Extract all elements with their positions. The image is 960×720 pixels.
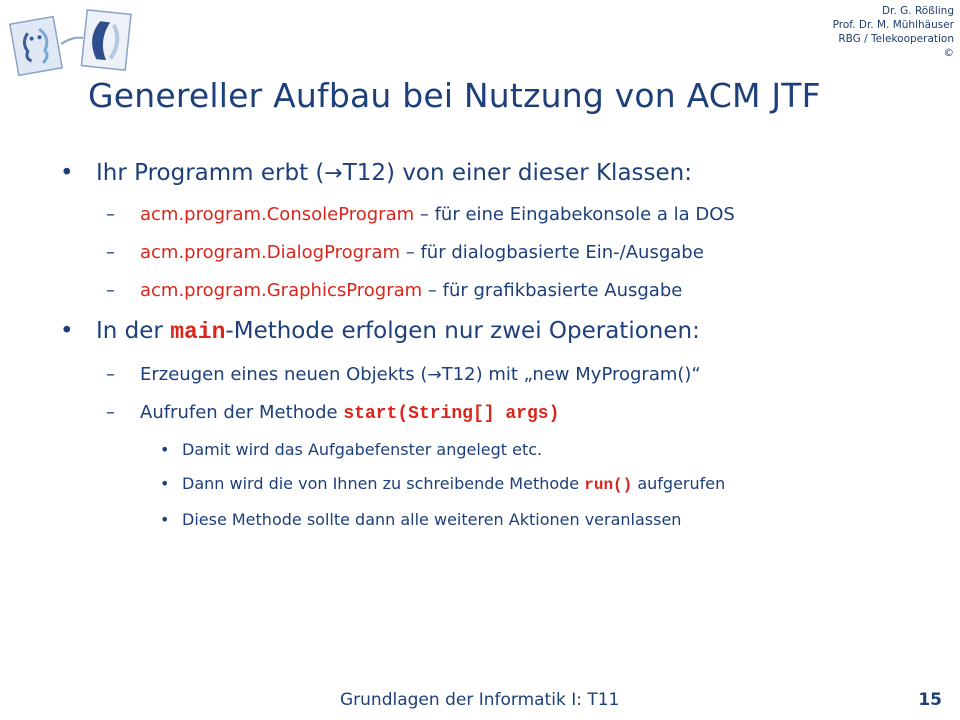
dash-marker: – <box>106 402 115 423</box>
class-desc: – für grafikbasierte Ausgabe <box>422 280 683 301</box>
sub-item: Damit wird das Aufgabefenster angelegt etc. <box>182 440 543 459</box>
bullet-dot: • <box>60 160 74 186</box>
header-info <box>833 4 954 60</box>
author-2: Prof. Dr. M. Mühlhäuser <box>832 19 954 31</box>
code-run: run() <box>584 476 633 494</box>
bullet-dot: • <box>160 474 170 493</box>
op-create <box>140 364 701 385</box>
text: aufgerufen <box>632 474 726 493</box>
copyright: © <box>943 47 954 59</box>
text: In der <box>96 318 171 344</box>
class-desc: – für dialogbasierte Ein-/Ausgabe <box>400 242 704 263</box>
text: -Methode erfolgen nur zwei Operationen: <box>225 318 700 344</box>
page-number: 15 <box>918 690 942 710</box>
text: Aufrufen der Methode <box>140 402 344 423</box>
sub-item: Diese Methode sollte dann alle weiteren Aktionen veranlassen <box>182 510 682 529</box>
class-name: acm.program.ConsoleProgram <box>140 204 415 225</box>
bullet-dot: • <box>160 510 170 529</box>
bullet-dot: • <box>160 440 170 459</box>
author-1: Dr. G. Rößling <box>882 5 954 17</box>
text: Erzeugen eines neuen Objekts ( <box>140 364 428 385</box>
group-name: RBG / Telekooperation <box>838 33 954 45</box>
slide-title: Genereller Aufbau bei Nutzung von ACM JTF <box>88 76 821 115</box>
dash-marker: – <box>106 204 115 225</box>
text: T12) von einer dieser Klassen: <box>342 160 692 186</box>
class-item <box>140 280 682 301</box>
footer-course: Grundlagen der Informatik I: T11 <box>340 690 620 710</box>
arrow-right-icon: → <box>324 161 343 186</box>
class-item <box>140 242 704 263</box>
class-name: acm.program.DialogProgram <box>140 242 401 263</box>
text: Ihr Programm erbt ( <box>96 160 325 186</box>
bullet-main-method <box>96 318 700 345</box>
class-name: acm.program.GraphicsProgram <box>140 280 423 301</box>
bullet-dot: • <box>60 318 74 344</box>
code-main: main <box>170 319 226 345</box>
text: T12) mit „new MyProgram()“ <box>441 364 701 385</box>
bullet-inheritance <box>96 160 692 186</box>
dash-marker: – <box>106 364 115 385</box>
tk-logo <box>6 4 136 80</box>
dash-marker: – <box>106 280 115 301</box>
op-start <box>140 402 559 424</box>
sub-item <box>182 474 725 494</box>
class-desc: – für eine Eingabekonsole a la DOS <box>414 204 735 225</box>
code-start: start(String[] args) <box>343 404 560 424</box>
arrow-right-icon: → <box>427 365 442 385</box>
class-item <box>140 204 735 225</box>
text: Dann wird die von Ihnen zu schreibende Methode <box>182 474 585 493</box>
dash-marker: – <box>106 242 115 263</box>
